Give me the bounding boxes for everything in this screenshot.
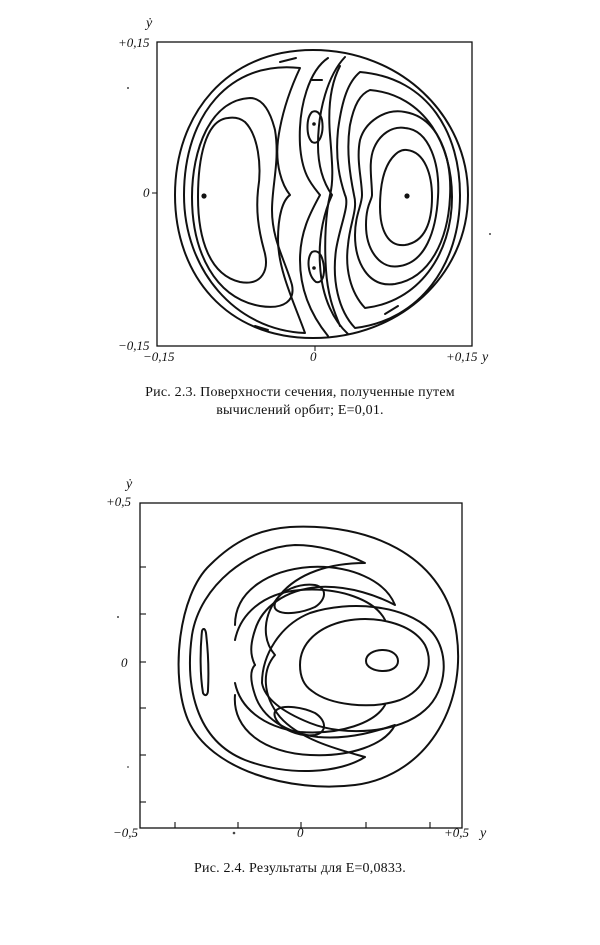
figure-2-4 xyxy=(0,455,600,945)
caption-line-1: Рис. 2.3. Поверхности сечения, полученные путем xyxy=(145,385,455,400)
y-dot-axis-symbol: ẏ xyxy=(146,16,153,31)
y-tick-mid: 0 xyxy=(121,655,128,670)
x-tick-mid: 0 xyxy=(310,349,317,364)
left-elongated-island xyxy=(201,629,209,695)
y-tick-mid: 0 xyxy=(143,185,150,200)
right-island-inner-curve xyxy=(366,650,398,671)
y-tick-bottom: −0,15 xyxy=(118,338,150,353)
y-tick-top: +0,5 xyxy=(106,494,132,509)
print-speck xyxy=(117,616,119,618)
lower-island-center xyxy=(312,266,316,270)
right-island-middle-curve xyxy=(300,619,429,705)
left-island-outer-curve xyxy=(184,67,305,333)
upper-island-center xyxy=(312,122,316,126)
figure-caption-2-4: Рис. 2.4. Результаты для E=0,0833. xyxy=(194,861,406,876)
x-tick-left: −0,5 xyxy=(113,825,139,840)
print-speck xyxy=(127,87,129,89)
right-island-outer-curve xyxy=(262,606,444,731)
upper-small-island xyxy=(308,111,323,142)
surface-of-section-plot-2 xyxy=(0,455,600,895)
upper-lobe-curve xyxy=(235,567,395,665)
left-island-inner-curve xyxy=(198,118,266,283)
figure-caption-2-3 xyxy=(110,384,490,420)
surface-of-section-plot-1 xyxy=(0,0,600,440)
x-axis-symbol: y xyxy=(480,826,487,841)
right-fixed-point xyxy=(404,193,409,198)
x-tick-right: +0,5 xyxy=(444,825,470,840)
x-tick-left: −0,15 xyxy=(143,349,175,364)
inner-crossing-upper xyxy=(235,590,385,640)
right-island-curve-3 xyxy=(355,111,450,284)
print-speck xyxy=(127,766,129,768)
chaotic-dash-top xyxy=(280,58,296,62)
x-tick-mid: 0 xyxy=(297,825,304,840)
right-island-curve-2 xyxy=(347,90,452,308)
energy-boundary-curve xyxy=(179,527,459,787)
chaotic-dash-bottom-right xyxy=(385,306,398,314)
x-tick-right: +0,15 xyxy=(446,349,478,364)
x-axis-symbol: y xyxy=(482,350,489,365)
caption-line-2: вычислений орбит; E=0,01. xyxy=(216,403,384,418)
print-speck xyxy=(233,832,236,835)
left-fixed-point xyxy=(201,193,206,198)
y-dot-axis-symbol: ẏ xyxy=(126,477,133,492)
y-tick-top: +0,15 xyxy=(118,35,150,50)
tick-marks xyxy=(140,567,430,828)
print-speck xyxy=(489,233,491,235)
figure-2-3 xyxy=(0,0,600,440)
